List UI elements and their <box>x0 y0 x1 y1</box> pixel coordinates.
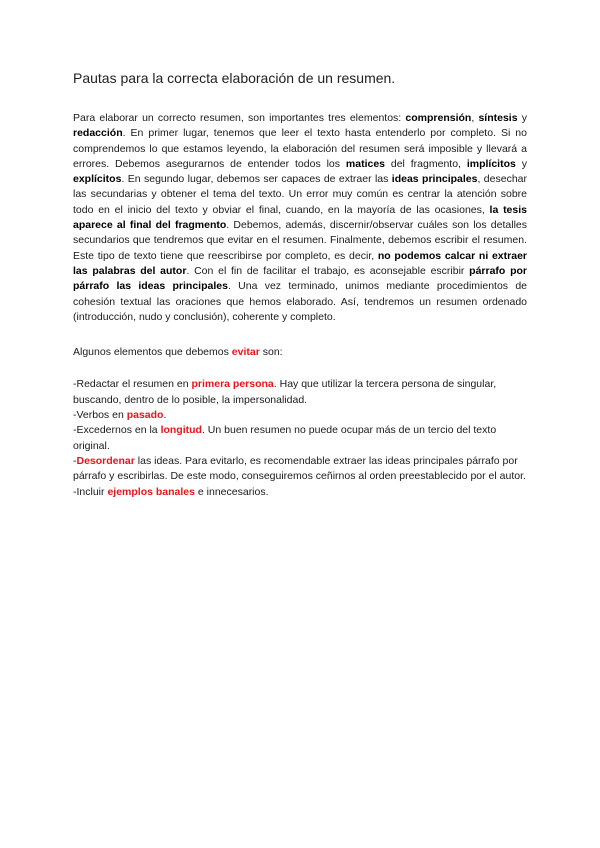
document-page <box>73 68 527 500</box>
body-paragraph <box>73 111 527 325</box>
list-item-text: las ideas. Para evitarlo, es recomendable extraer las ideas principales párrafo por párrafo y escribirlas. De este modo, conseguiremos ceñirnos al orden preestablecido por el autor. <box>73 454 526 483</box>
bold-term: la tesis aparece al final del fragmento <box>73 203 527 232</box>
list-item-text: -Verbos en <box>73 409 127 422</box>
bold-term: párrafo por párrafo las ideas principales <box>73 264 527 293</box>
list-item-highlight: primera persona <box>191 378 274 391</box>
list-item <box>73 377 527 408</box>
avoid-list <box>73 377 527 499</box>
list-item-text: -Excedernos en la <box>73 424 161 437</box>
list-item-text: . <box>163 409 167 422</box>
list-item <box>73 454 527 485</box>
paragraph-text: Para elaborar un correcto resumen, son importantes tres elementos: <box>73 112 406 124</box>
bold-term: explícitos <box>73 173 122 186</box>
list-item-text: - <box>73 454 77 467</box>
paragraph-text: . En segundo lugar, debemos ser capaces de extraer las <box>121 173 392 186</box>
list-item-text: -Incluir <box>73 485 108 498</box>
list-item-highlight: Desordenar <box>76 454 135 467</box>
paragraph-text: , desechar las secundarias y obtener el tema del texto. Un error muy común es centrar la atención sobre todo en el inicio del texto y obviar el final, cuando, en la mayoría de las ocasiones, <box>73 173 527 216</box>
bold-term: implícitos <box>466 157 516 170</box>
avoid-intro-before: Algunos elementos que debemos <box>73 346 232 359</box>
bold-term: redacción <box>73 127 123 140</box>
paragraph-text: y <box>515 157 527 170</box>
list-item <box>73 485 527 500</box>
paragraph-text: , <box>471 112 479 124</box>
paragraph-text: del fragmento, <box>385 157 467 170</box>
paragraph-text: . Debemos, además, discernir/observar cuáles son los detalles secundarios que tendremos que evitar en el resumen. Finalmente, debemos escribir el resumen. Este tipo de texto tiene que reescribirse por completo, es decir, <box>73 219 527 262</box>
bold-term: síntesis <box>478 112 518 124</box>
document-title: Pautas para la correcta elaboración de un resumen. <box>73 70 396 86</box>
list-item <box>73 423 527 454</box>
list-item-text: e innecesarios. <box>194 485 269 498</box>
list-item-highlight: longitud <box>160 424 202 437</box>
paragraph-text: . Con el fin de facilitar el trabajo, es aconsejable escribir <box>186 264 470 277</box>
paragraph-text: . En primer lugar, tenemos que leer el texto hasta entenderlo por completo. Si no comprendemos lo que estamos leyendo, la elaboración del resumen será imposible y llevará a errores. Debemos asegurarnos de entender todos los <box>73 127 527 170</box>
bold-term: ideas principales <box>391 173 478 186</box>
avoid-intro-after: son: <box>259 346 283 359</box>
list-item-highlight: pasado <box>126 409 164 422</box>
list-item-text: -Redactar el resumen en <box>73 378 192 391</box>
bold-term: no podemos calcar ni extraer las palabras del autor <box>73 249 527 277</box>
avoid-highlight: evitar <box>231 346 260 359</box>
list-item <box>73 408 527 423</box>
paragraph-text: y <box>517 112 527 124</box>
list-item-text: . Un buen resumen no puede ocupar más de un tercio del texto original. <box>73 424 497 452</box>
list-item-highlight: ejemplos banales <box>107 485 195 498</box>
bold-term: comprensión <box>405 112 472 124</box>
avoid-intro <box>73 345 527 360</box>
list-item-text: . Hay que utilizar la tercera persona de singular, buscando, dentro de lo posible, la impersonalidad. <box>73 378 497 406</box>
paragraph-text: . Una vez terminado, unimos mediante procedimientos de cohesión textual las oraciones que hemos elaborado. Así, tendremos un resumen ordenado (introducción, nudo y conclusión), coherente y completo. <box>73 280 528 323</box>
bold-term: matices <box>345 157 385 170</box>
